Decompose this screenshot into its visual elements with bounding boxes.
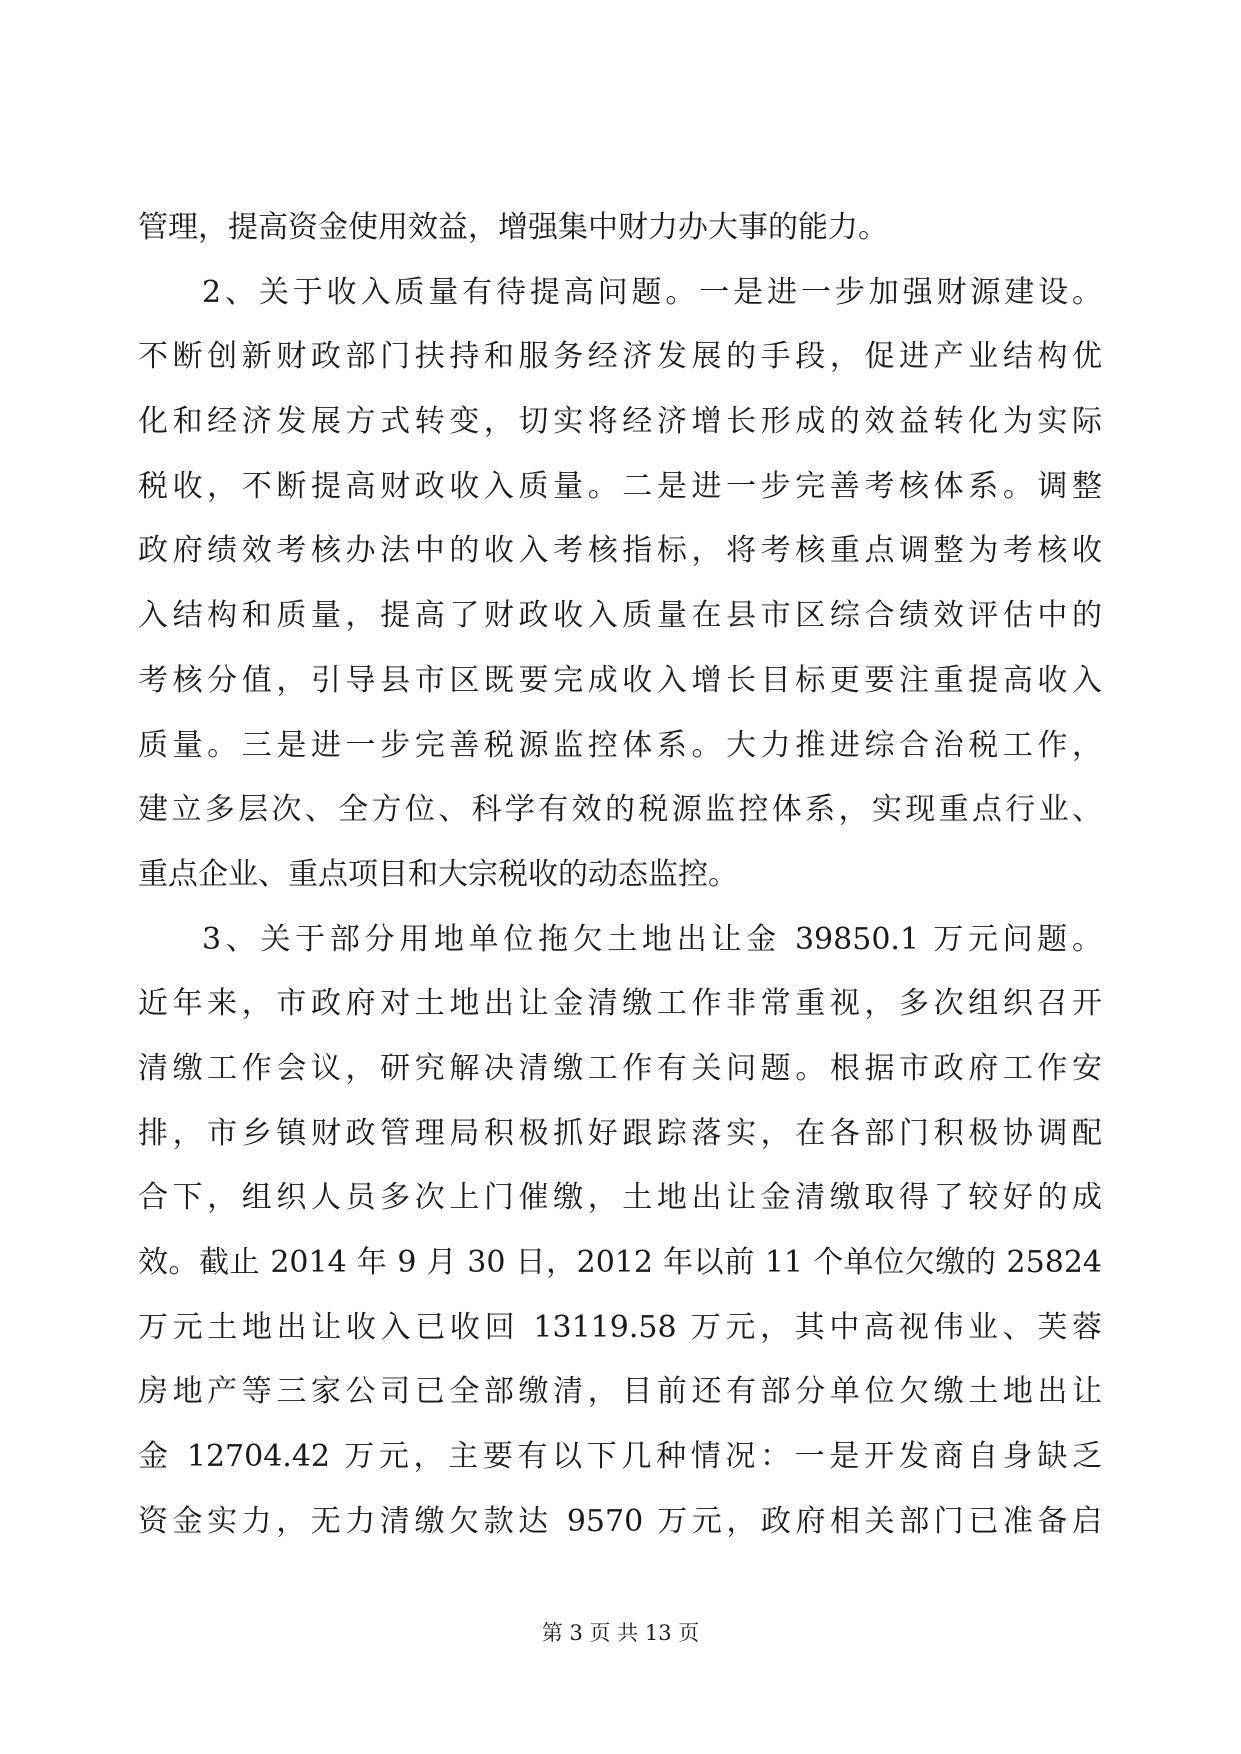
- text-line: 质量。三是进一步完善税源监控体系。大力推进综合治税工作，: [138, 727, 1102, 763]
- body-text: [138, 196, 1102, 1554]
- text-line: 万元土地出让收入已收回 13119.58 万元，其中高视伟业、芙蓉: [138, 1309, 1102, 1345]
- text-line: 2、关于收入质量有待提高问题。一是进一步加强财源建设。: [202, 274, 1102, 310]
- text-line: 排，市乡镇财政管理局积极抓好跟踪落实，在各部门积极协调配: [138, 1115, 1102, 1151]
- text-line: 税收，不断提高财政收入质量。二是进一步完善考核体系。调整: [138, 468, 1102, 504]
- text-line: 考核分值，引导县市区既要完成收入增长目标更要注重提高收入: [138, 662, 1102, 698]
- text-line: 不断创新财政部门扶持和服务经济发展的手段，促进产业结构优: [138, 339, 1102, 375]
- text-line: 合下，组织人员多次上门催缴，土地出让金清缴取得了较好的成: [138, 1180, 1102, 1216]
- text-line: 房地产等三家公司已全部缴清，目前还有部分单位欠缴土地出让: [138, 1374, 1102, 1410]
- text-line: 建立多层次、全方位、科学有效的税源监控体系，实现重点行业、: [138, 792, 1102, 828]
- text-line: 效。截止 2014 年 9 月 30 日，2012 年以前 11 个单位欠缴的 25824: [138, 1245, 1102, 1280]
- text-line: 重点企业、重点项目和大宗税收的动态监控。: [138, 856, 738, 892]
- text-line: 入结构和质量，提高了财政收入质量在县市区综合绩效评估中的: [138, 598, 1102, 634]
- text-line: 金 12704.42 万元，主要有以下几种情况：一是开发商自身缺乏: [138, 1439, 1102, 1475]
- text-line: 管理，提高资金使用效益，增强集中财力办大事的能力。: [138, 210, 888, 245]
- text-line: 3、关于部分用地单位拖欠土地出让金 39850.1 万元问题。: [202, 921, 1102, 957]
- text-line: 政府绩效考核办法中的收入考核指标，将考核重点调整为考核收: [138, 533, 1102, 569]
- text-line: 清缴工作会议，研究解决清缴工作有关问题。根据市政府工作安: [138, 1050, 1102, 1086]
- text-line: 资金实力，无力清缴欠款达 9570 万元，政府相关部门已准备启: [138, 1503, 1102, 1539]
- text-line: 化和经济发展方式转变，切实将经济增长形成的效益转化为实际: [138, 404, 1102, 440]
- text-line: 近年来，市政府对土地出让金清缴工作非常重视，多次组织召开: [138, 986, 1102, 1022]
- page-footer: 第 3 页 共 13 页: [541, 1621, 700, 1645]
